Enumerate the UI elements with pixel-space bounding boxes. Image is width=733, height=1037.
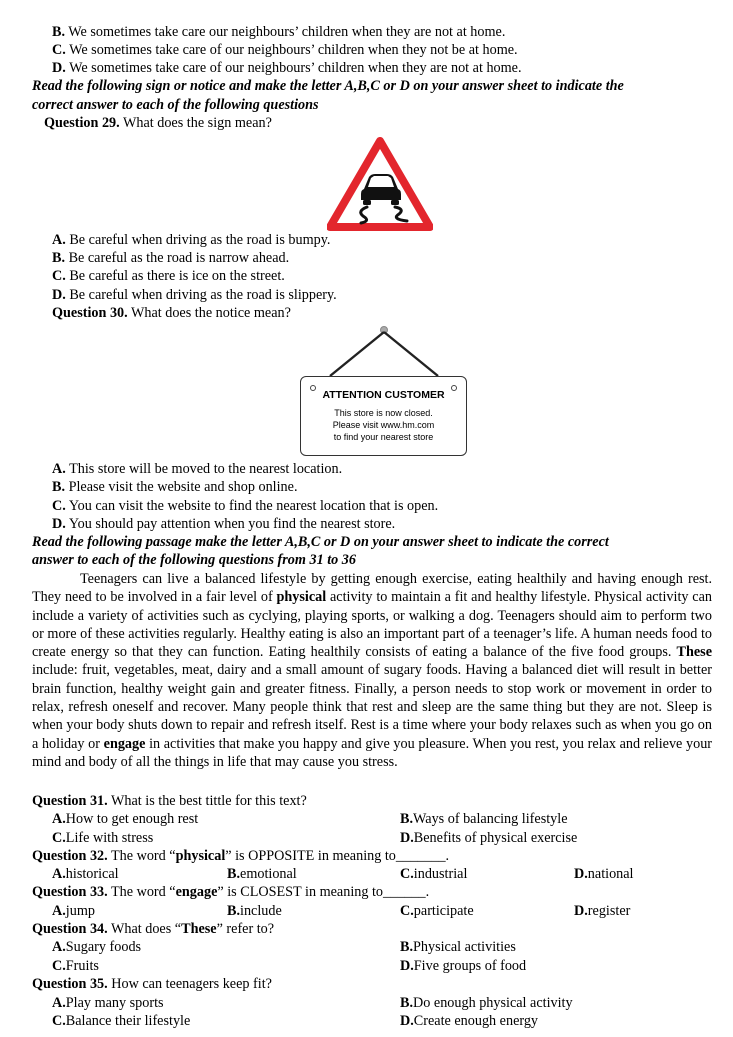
q30-option-c: C. You can visit the website to find the nearest location that is open. [52, 498, 439, 514]
q30-option-a: A. This store will be moved to the nearest location. [52, 461, 343, 477]
q28-option-b: B. We sometimes take care our neighbours’ children when they are not at home. [52, 24, 506, 40]
word-physical: physical [276, 589, 327, 606]
q32-option-b: B. emotional [227, 866, 297, 882]
question-29: Question 29. What does the sign mean? [44, 115, 272, 131]
q33-options [52, 902, 712, 921]
q28-option-c: C. We sometimes take care of our neighbours’ children when they not be at home. [52, 42, 518, 58]
store-notice [300, 324, 468, 458]
q32-option-d: D. national [574, 866, 634, 882]
q31-option-b: B. Ways of balancing lifestyle [400, 811, 568, 827]
q31-option-c: C. Life with stress [52, 830, 154, 846]
reading-passage: Teenagers can live a balanced lifestyle by getting enough exercise, eating healthily and having enough rest. They need to be involved in a fair level of physical activity to maintain a fit and healthy lifestyle. Physical activity can include a variety of activities such as cyclying, playing sports, or walking a dog. Teenagers should aim to perform two or more of these activities regularly. Healthy eating is also an important part of a teenager’s life. A human needs food to create energy so that they can function. Eating healthily consists of eating a balance of the five food groups. These include: fruit, vegetables, meat, dairy and a small amount of sugary foods. Having a balanced diet will result in better brain function, healthy weight gain and greater fitness. Finally, a person needs to stop work or movement in order to relax, refresh oneself and recover. Many people think that rest and sleep are the same thing but they are not. Sleep is when your body shuts down to repair and refresh itself. Rest is a time where your body relaxes such as when you go on a holiday or engage in activities that make you happy and give you pleasure. When you rest, you relax and relieve your mind and body of all the things in life that may cause you stress. [32, 571, 713, 770]
q29-option-d: D. Be careful when driving as the road is slippery. [52, 287, 337, 303]
question-31: Question 31. What is the best tittle for this text? [32, 793, 307, 809]
q29-option-b: B. Be careful as the road is narrow ahead. [52, 250, 290, 266]
word-engage: engage [103, 735, 146, 752]
question-32: Question 32. The word “physical” is OPPOSITE in meaning to_______. [32, 848, 450, 864]
q33-option-d: D. register [574, 903, 631, 919]
question-33: Question 33. The word “engage” is CLOSEST in meaning to______. [32, 884, 430, 900]
q30-option-b: B. Please visit the website and shop online. [52, 479, 298, 495]
q35-option-c: C. Balance their lifestyle [52, 1013, 191, 1029]
q31-option-d: D. Benefits of physical exercise [400, 830, 578, 846]
notice-line-1: This store is now closed. [334, 408, 433, 418]
q28-option-d: D. We sometimes take care of our neighbours’ children when they are not at home. [52, 60, 522, 76]
q32-option-c: C. industrial [400, 866, 468, 882]
notice-line-2: Please visit www.hm.com [332, 420, 435, 430]
slippery-road-warning-icon [327, 137, 433, 231]
q30-option-d: D. You should pay attention when you find the nearest store. [52, 516, 396, 532]
q34-option-d: D. Five groups of food [400, 958, 527, 974]
notice-title: ATTENTION CUSTOMER [322, 389, 445, 401]
q33-option-b: B. include [227, 903, 282, 919]
instruction-passage-line-2: answer to each of the following questions from 31 to 36 [32, 552, 356, 568]
q31-options-row-1 [52, 810, 712, 829]
notice-hanging-string [300, 324, 468, 380]
q31-options-row-2 [52, 829, 712, 848]
q34-option-b: B. Physical activities [400, 939, 516, 955]
q35-option-a: A. Play many sports [52, 995, 164, 1011]
q34-option-a: A. Sugary foods [52, 939, 142, 955]
instruction-passage-line-1: Read the following passage make the letter A,B,C or D on your answer sheet to indicate the correct [32, 534, 609, 550]
question-30: Question 30. What does the notice mean? [52, 305, 291, 321]
question-34: Question 34. What does “These” refer to? [32, 921, 275, 937]
notice-line-3: to find your nearest store [333, 432, 434, 442]
word-these: These [676, 644, 712, 661]
instruction-signs-line-1: Read the following sign or notice and make the letter A,B,C or D on your answer sheet to indicate the [32, 78, 624, 94]
q34-options-row-2 [52, 957, 712, 976]
q33-option-a: A. jump [52, 903, 95, 919]
q35-options-row-1 [52, 994, 712, 1013]
q32-option-a: A. historical [52, 866, 119, 882]
q29-option-c: C. Be careful as there is ice on the street. [52, 268, 285, 284]
q32-options [52, 865, 712, 884]
notice-board [300, 376, 467, 456]
q35-option-b: B. Do enough physical activity [400, 995, 573, 1011]
instruction-signs-line-2: correct answer to each of the following questions [32, 97, 319, 113]
q29-option-a: A. Be careful when driving as the road is bumpy. [52, 232, 331, 248]
q31-option-a: A. How to get enough rest [52, 811, 199, 827]
question-35: Question 35. How can teenagers keep fit? [32, 976, 272, 992]
q33-option-c: C. participate [400, 903, 474, 919]
q35-options-row-2 [52, 1012, 712, 1031]
q34-options-row-1 [52, 938, 712, 957]
q35-option-d: D. Create enough energy [400, 1013, 539, 1029]
q34-option-c: C. Fruits [52, 958, 99, 974]
